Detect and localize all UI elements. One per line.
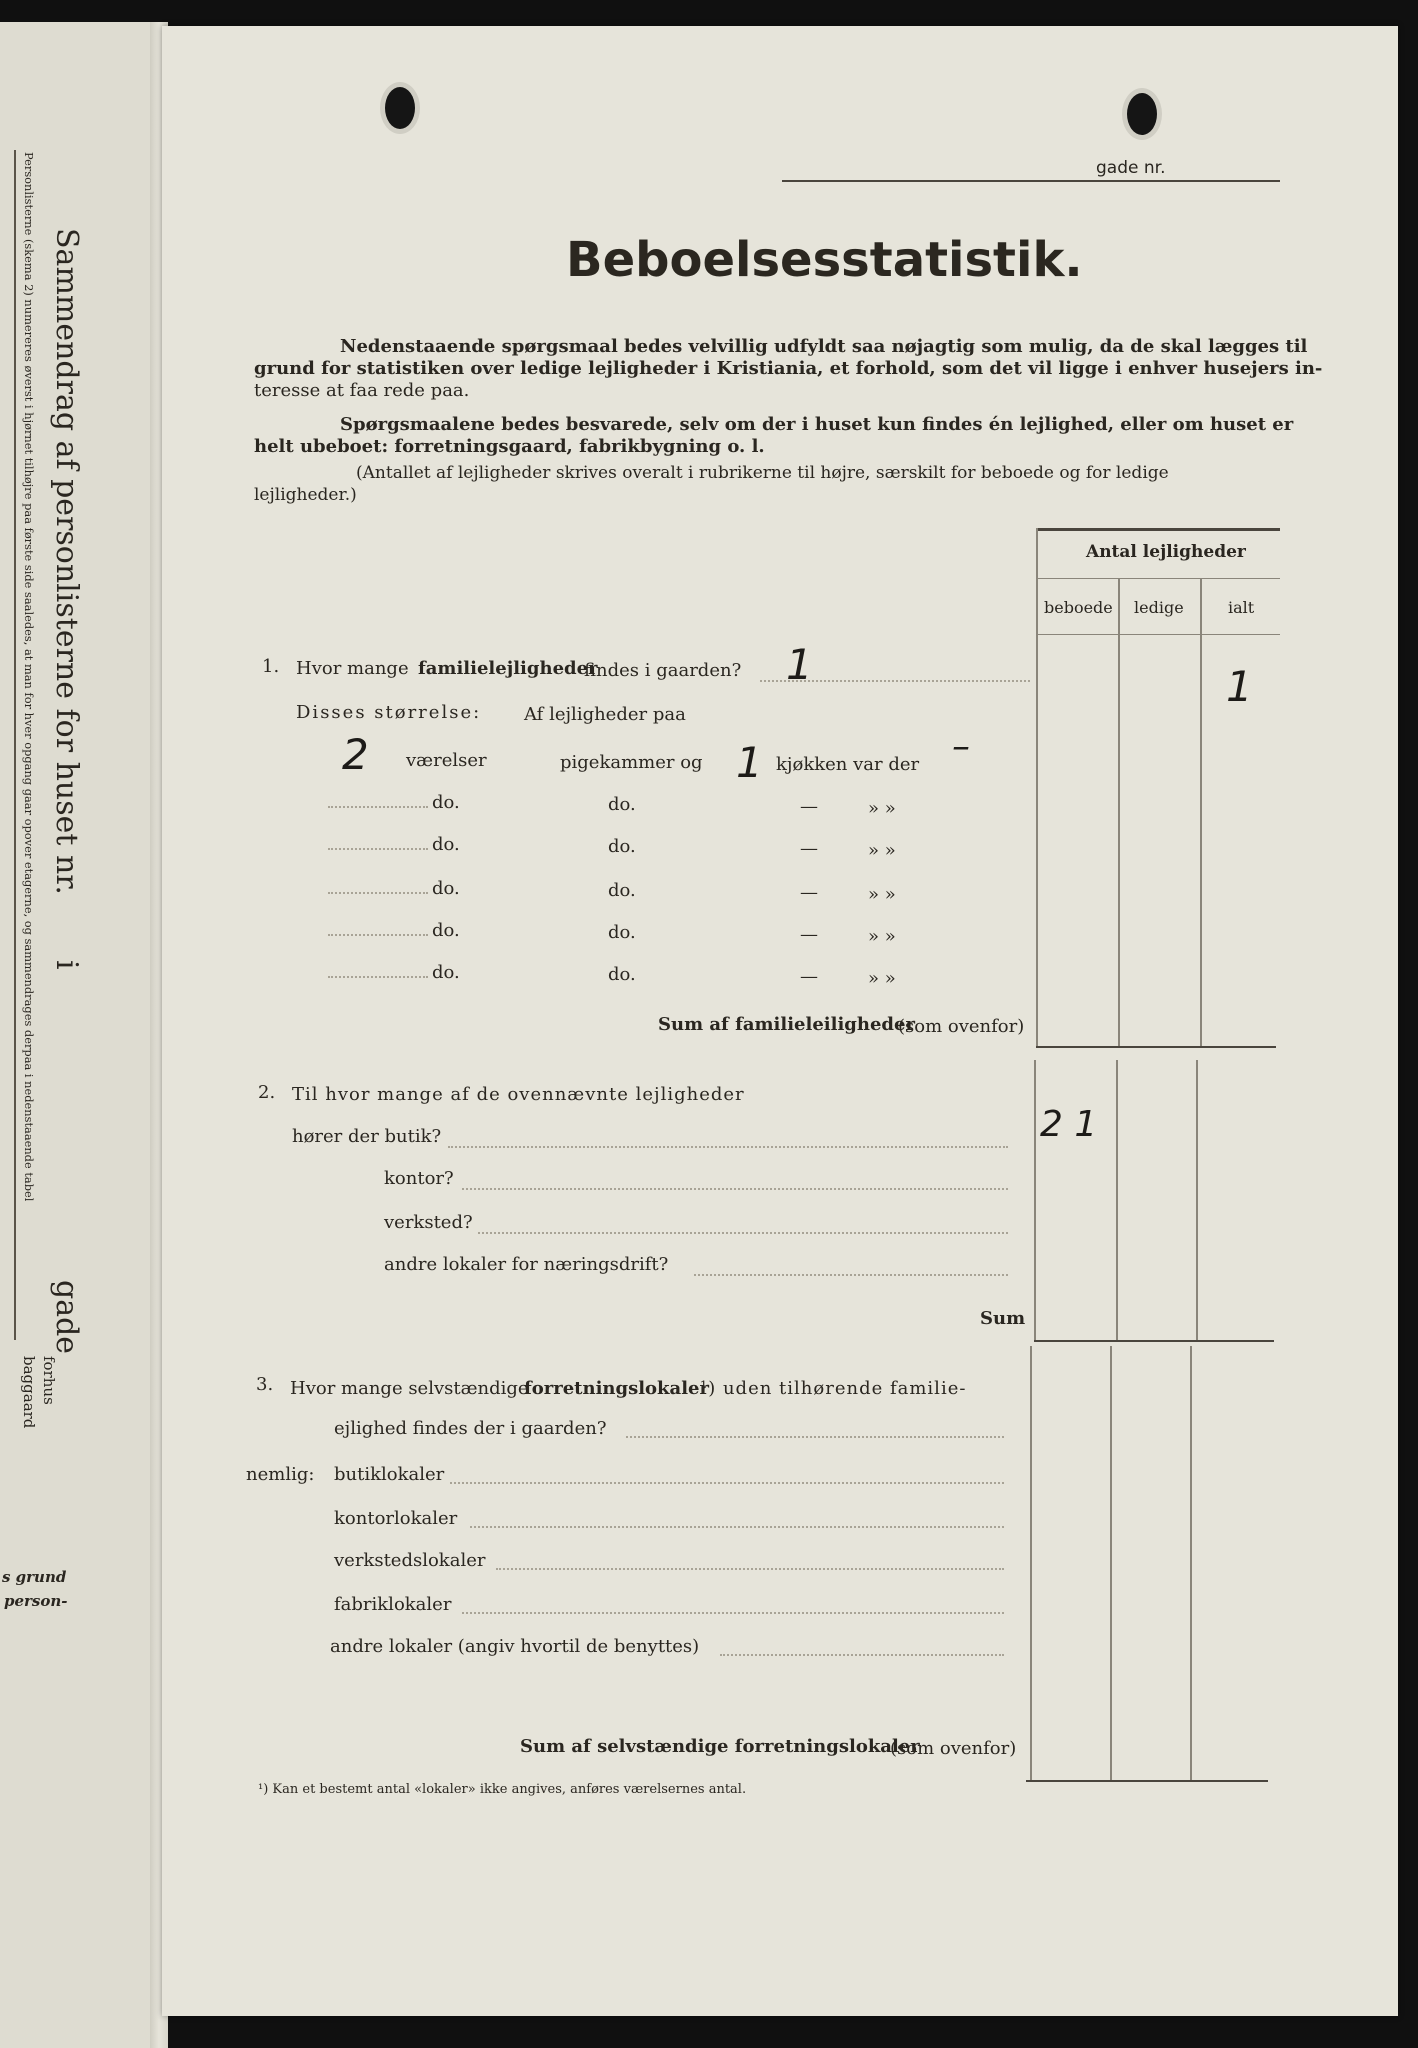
- left-fragment-2: person-: [4, 1592, 68, 1610]
- q1-handwritten-count: 1: [786, 640, 813, 689]
- q1-pigekammer: pigekammer og: [560, 752, 703, 773]
- do-row-1-a: do.: [432, 792, 460, 813]
- q3-text-b: forretningslokaler: [524, 1378, 709, 1399]
- q1-sum-rest: (som ovenfor): [898, 1016, 1025, 1037]
- intro-line-3: teresse at faa rede paa.: [254, 380, 470, 401]
- do-row-4-blank: [328, 934, 428, 936]
- do-row-2-ditto: » »: [868, 840, 896, 861]
- q2-sum: Sum: [980, 1308, 1026, 1329]
- left-vertical-note: Personlisterne (skema 2) numereres øverst i hjørnet tilhøjre paa første side saaledes, at man for hver opgang gaar opover etagerne, og sammendrages derpaa i nedenstaaende tabel: [22, 152, 36, 1202]
- do-row-5-a: do.: [432, 962, 460, 983]
- q1-sum-rule: [1036, 1046, 1276, 1048]
- q2-butik: hører der butik?: [292, 1126, 442, 1147]
- q2-kontor: kontor?: [384, 1168, 454, 1189]
- do-row-4-dash: —: [800, 924, 818, 945]
- left-vertical-gade: gade: [49, 1280, 84, 1355]
- table2-vline-1: [1034, 1060, 1036, 1340]
- q1-handwritten-rooms: 2: [342, 730, 369, 779]
- do-row-2-dash: —: [800, 838, 818, 859]
- table-header-ialt: ialt: [1228, 598, 1255, 617]
- left-vertical-i: i: [49, 960, 84, 970]
- intro-line-1: Nedenstaaende spørgsmaal bedes velvillig udfyldt saa nøjagtig som mulig, da de skal lægges til: [340, 336, 1308, 357]
- left-margin-rule: [14, 150, 16, 1340]
- q3-butik: butiklokaler: [334, 1464, 445, 1485]
- q3-text-leader: [626, 1436, 1004, 1438]
- q2-number: 2.: [258, 1082, 276, 1103]
- q3-nemlig: nemlig:: [246, 1464, 315, 1485]
- do-row-1-blank: [328, 806, 428, 808]
- gade-nr-line: [782, 180, 1280, 182]
- q1-sum-bold: Sum af familieleiligheder: [658, 1014, 915, 1035]
- q1-handwritten-kitchen: 1: [736, 738, 763, 787]
- q3-fabrik-leader: [462, 1612, 1004, 1614]
- do-row-2-a: do.: [432, 834, 460, 855]
- table-header-group: Antal lejligheder: [1086, 542, 1246, 562]
- table-vline-2: [1118, 578, 1120, 1046]
- do-row-4-b: do.: [608, 922, 636, 943]
- punch-hole-left: [380, 82, 420, 134]
- q3-number: 3.: [256, 1374, 274, 1395]
- q2-verksted: verksted?: [384, 1212, 473, 1233]
- do-row-2-b: do.: [608, 836, 636, 857]
- q2-butik-leader: [448, 1146, 1008, 1148]
- page-title: Beboelsesstatistik.: [566, 232, 1083, 288]
- q3-text-c: ¹) uden tilhørende familie-: [700, 1378, 967, 1399]
- table3-vline-2: [1110, 1346, 1112, 1782]
- q3-text-d: ejlighed findes der i gaarden?: [334, 1418, 607, 1439]
- q3-kontor: kontorlokaler: [334, 1508, 458, 1529]
- q2-kontor-leader: [462, 1188, 1008, 1190]
- do-row-5-b: do.: [608, 964, 636, 985]
- table-top-rule: [1036, 528, 1280, 531]
- q2-verksted-leader: [478, 1232, 1008, 1234]
- q3-verksted: verkstedslokaler: [334, 1550, 486, 1571]
- do-row-4-a: do.: [432, 920, 460, 941]
- do-row-1-dash: —: [800, 796, 818, 817]
- do-row-1-ditto: » »: [868, 798, 896, 819]
- q1-text-a: Hvor mange: [296, 658, 409, 679]
- table3-vline-1: [1030, 1346, 1032, 1782]
- q1-size-label: Disses størrelse:: [296, 702, 482, 723]
- table-vline-3: [1200, 578, 1202, 1046]
- q3-butik-leader: [450, 1482, 1004, 1484]
- do-row-3-ditto: » »: [868, 884, 896, 905]
- intro-line-4: Spørgsmaalene bedes besvarede, selv om der i huset kun findes én lejlighed, eller om huset er: [340, 414, 1294, 435]
- left-vertical-title: Sammendrag af personlisterne for huset nr.: [49, 228, 84, 895]
- table2-vline-3: [1196, 1060, 1198, 1340]
- punch-hole-right: [1122, 88, 1162, 140]
- table-header-rule: [1036, 578, 1280, 579]
- table-header-ledige: ledige: [1134, 598, 1184, 617]
- q1-number: 1.: [262, 656, 280, 677]
- q3-andre: andre lokaler (angiv hvortil de benyttes): [330, 1636, 700, 1657]
- q1-text-b: familielejligheder: [418, 658, 598, 679]
- do-row-5-dash: —: [800, 966, 818, 987]
- do-row-5-blank: [328, 976, 428, 978]
- table-vline-1: [1036, 528, 1038, 1046]
- table-subheader-rule: [1036, 634, 1280, 635]
- left-vertical-forhus: forhus: [40, 1356, 58, 1405]
- do-row-5-ditto: » »: [868, 968, 896, 989]
- q3-sum-rule: [1026, 1780, 1268, 1782]
- intro-line-6: (Antallet af lejligheder skrives overalt i rubrikerne til højre, særskilt for beboede og for ledige: [356, 463, 1169, 483]
- do-row-3-a: do.: [432, 878, 460, 899]
- q3-kontor-leader: [470, 1526, 1004, 1528]
- q1-handwritten-ialt: 1: [1226, 662, 1253, 711]
- do-row-1-b: do.: [608, 794, 636, 815]
- gade-nr-label: gade nr.: [1096, 158, 1166, 178]
- table3-vline-3: [1190, 1346, 1192, 1782]
- q3-andre-leader: [720, 1654, 1004, 1656]
- q1-size-sub: Af lejligheder paa: [524, 704, 686, 725]
- q1-vaerelser: værelser: [406, 750, 487, 771]
- intro-line-7: lejligheder.): [254, 485, 357, 505]
- table2-vline-2: [1116, 1060, 1118, 1340]
- q1-text-c: findes i gaarden?: [584, 660, 742, 681]
- intro-line-2: grund for statistiken over ledige lejligheder i Kristiania, et forhold, som det vil ligge i enhver husejers in-: [254, 358, 1323, 379]
- left-vertical-baggaard: baggaard: [20, 1356, 38, 1429]
- q3-text-a: Hvor mange selvstændige: [290, 1378, 529, 1399]
- do-row-2-blank: [328, 848, 428, 850]
- q2-andre-leader: [694, 1274, 1008, 1276]
- q1-kjokken: kjøkken var der: [776, 754, 920, 775]
- table-header-beboede: beboede: [1044, 598, 1113, 617]
- intro-line-5: helt ubeboet: forretningsgaard, fabrikbygning o. l.: [254, 436, 765, 457]
- q3-sum-rest: (som ovenfor): [890, 1738, 1017, 1759]
- q2-text: Til hvor mange af de ovennævnte lejligheder: [292, 1084, 745, 1105]
- left-fragment-1: s grund: [2, 1568, 67, 1586]
- q2-andre: andre lokaler for næringsdrift?: [384, 1254, 669, 1275]
- q3-verksted-leader: [496, 1568, 1004, 1570]
- do-row-4-ditto: » »: [868, 926, 896, 947]
- q2-sum-rule: [1034, 1340, 1274, 1342]
- q3-fabrik: fabriklokaler: [334, 1594, 452, 1615]
- footnote: ¹) Kan et bestemt antal «lokaler» ikke angives, anføres værelsernes antal.: [258, 1782, 747, 1797]
- q2-handwritten-butik: 2 1: [1040, 1104, 1098, 1145]
- q1-handwritten-dash: –: [952, 726, 970, 767]
- do-row-3-blank: [328, 892, 428, 894]
- q3-sum-bold: Sum af selvstændige forretningslokaler: [520, 1736, 920, 1757]
- do-row-3-dash: —: [800, 882, 818, 903]
- do-row-3-b: do.: [608, 880, 636, 901]
